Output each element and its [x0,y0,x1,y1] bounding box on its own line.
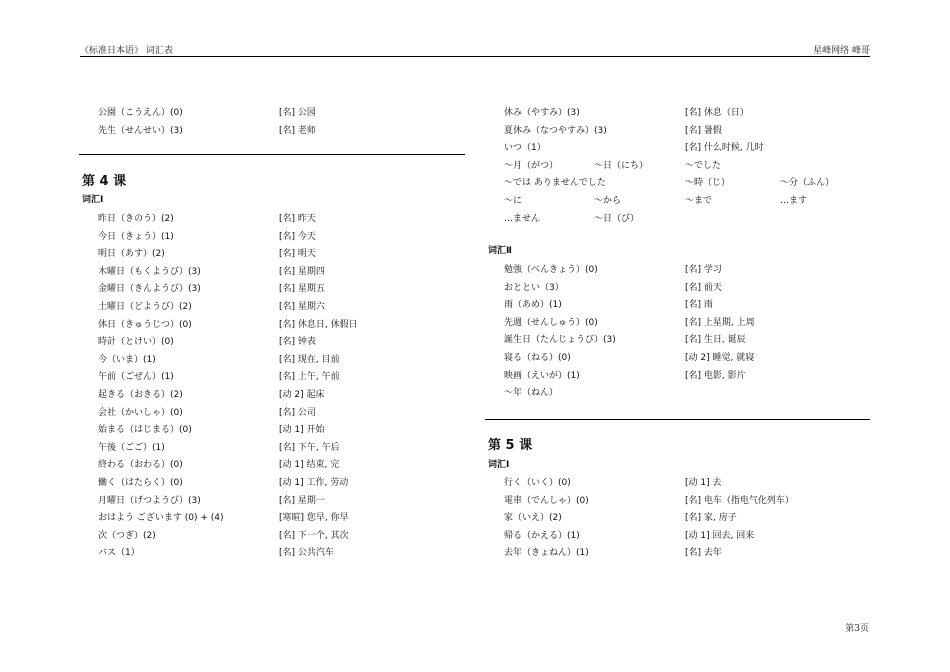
vocab-cell: [动 1] 结束, 完 [279,460,340,471]
vocab-cell: 電車（でんしゃ）(0) [504,495,589,506]
vocab-cell: 先生（せんせい）(3) [98,125,183,136]
vocab-cell: 金曜日（きんようび）(3) [98,284,201,295]
vocab-cell: …ます [780,196,808,206]
vocab-cell: [名] 休息日, 休假日 [279,319,358,330]
vocab-cell: [动 2] 起床 [279,390,325,400]
vocab-cell: [名] 休息（日） [685,108,749,118]
vocab-cell: 勉強（べんきょう）(0) [504,265,598,275]
vocab-cell: 休日（きゅうじつ）(0) [98,319,192,330]
vocab-cell: [名] 下午, 午后 [279,442,340,453]
vocab-cell: おととい（3） [504,282,564,293]
vocab-cell: 今（いま）(1) [98,354,156,365]
vocab-cell: [寒暄] 您早, 你早 [279,513,349,524]
vocab-cell: [名] 雨 [685,300,713,311]
vocab-cell: 明日（あす）(2) [98,249,165,260]
vocab-cell: [名] 电车（指电气化列车） [685,495,794,506]
vocab-cell: [名] 星期一 [279,495,325,506]
vocab-cell: 公園（こうえん）(0) [98,108,183,118]
header-book-title: 《标准日本语》 词汇表 [80,46,173,56]
vocab-cell: ～まで [685,196,713,206]
vocab-cell: [名] 老师 [279,125,316,136]
vocab-cell: ～に [504,196,523,206]
page-number: 第3页 [845,624,869,634]
vocab-cell: [名] 现在, 目前 [279,354,340,365]
vocab-cell: [名] 星期六 [279,302,325,312]
vocab-cell: 土曜日（どようび）(2) [98,302,192,312]
vocab-cell: 今日（きょう）(1) [98,231,174,242]
vocab-cell: 木曜日（もくようび）(3) [98,266,201,277]
vocab-cell: [名] 公司 [279,407,316,418]
vocab-cell: いつ（1） [504,143,546,154]
vocab-cell: 映画（えいが）(1) [504,370,580,381]
page-header [80,44,870,57]
vocab-cell: [名] 公共汽车 [279,548,334,559]
vocab-cell: [名] 什么时候, 几时 [685,143,764,154]
vocab-cell: [名] 前天 [685,282,722,293]
lesson-5-vocab-title: 词汇Ⅰ [488,460,510,470]
vocab-cell: [名] 电影, 影片 [685,370,746,381]
header-author: 星峰网络 峰哥 [813,46,870,56]
vocab-cell: [名] 昨天 [279,214,316,224]
vocab-cell: [名] 上午, 午前 [279,372,340,383]
vocab-cell: ～時（じ） [685,178,731,189]
vocab-cell: 働く（はたらく）(0) [98,478,183,488]
vocab-cell: [名] 今天 [279,231,316,242]
vocab-cell: [名] 学习 [685,265,722,275]
vocab-cell: 帰る（かえる）(1) [504,530,580,541]
vocab-cell: 次（つぎ）(2) [98,530,156,541]
vocab-cell: 夏休み（なつやすみ）(3) [504,125,607,136]
vocab-cell: [动 1] 工作, 劳动 [279,478,349,488]
vocab-cell: ～でした [685,160,722,171]
vocab-cell: 雨（あめ）(1) [504,300,562,311]
vocab-cell: [名] 上星期, 上周 [685,317,755,328]
vocab-cell: [名] 星期五 [279,284,325,295]
lesson-4-vocab-title: 词汇Ⅰ [82,195,104,205]
vocab-cell: ～日（び） [594,213,640,224]
vocab-cell: [名] 星期四 [279,266,325,277]
lesson-4-title: 第 4 课 [82,174,127,189]
vocab-cell: [名] 明天 [279,249,316,260]
vocab-cell: 午前（ごぜん）(1) [98,372,174,383]
vocab-cell: [名] 家, 房子 [685,513,737,524]
vocab-cell: [名] 暑假 [685,125,722,136]
section-divider [485,419,870,420]
vocab-cell: 時計（とけい）(0) [98,337,174,348]
vocab-cell: 会社（かいしゃ）(0) [98,407,183,418]
vocab-cell: 午後（ごご）(1) [98,442,165,453]
vocab-cell: [动 1] 回去, 回来 [685,530,755,541]
lesson-5-title: 第 5 课 [488,438,533,453]
vocab-cell: 始まる（はじまる）(0) [98,425,192,436]
vocab-cell: おはよう ございます (0) + (4) [98,513,224,524]
vocab-cell: [名] 生日, 诞辰 [685,335,746,346]
vocab-cell: ～月（がつ） [504,160,559,171]
vocab-cell: …ません [504,213,541,224]
vocab-cell: 誕生日（たんじょうび）(3) [504,335,616,346]
vocab-cell: 起きる（おきる）(2) [98,390,183,400]
vocab-cell: ～では ありませんでした [504,178,606,189]
vocab-2-title: 词汇Ⅱ [488,246,512,256]
vocab-cell: 昨日（きのう）(2) [98,214,174,224]
vocab-cell: [动 1] 去 [685,478,722,488]
vocab-cell: ～から [594,196,622,206]
vocab-cell: [名] 去年 [685,548,722,559]
vocab-cell: 去年（きょねん）(1) [504,548,589,559]
vocab-cell: 月曜日（げつようび）(3) [98,495,201,506]
vocab-cell: ～分（ふん） [780,178,835,189]
vocab-cell: [名] 钟表 [279,337,316,348]
vocab-cell: 終わる（おわる）(0) [98,460,183,471]
vocab-cell: [动 1] 开始 [279,425,325,436]
vocab-cell: ～日（にち） [594,160,649,171]
vocab-cell: バス（1） [98,548,140,559]
vocab-cell: 寝る（ねる）(0) [504,353,571,363]
vocab-cell: 休み（やすみ）(3) [504,108,580,118]
vocab-cell: ～年（ねん） [504,388,559,399]
vocab-cell: 行く（いく）(0) [504,478,571,488]
vocab-cell: [动 2] 睡觉, 就寝 [685,353,755,363]
vocab-cell: [名] 公园 [279,108,316,118]
vocab-cell: [名] 下一个, 其次 [279,530,349,541]
section-divider [79,154,465,155]
vocab-cell: 先週（せんしゅう）(0) [504,317,598,328]
vocab-cell: 家（いえ）(2) [504,513,562,524]
